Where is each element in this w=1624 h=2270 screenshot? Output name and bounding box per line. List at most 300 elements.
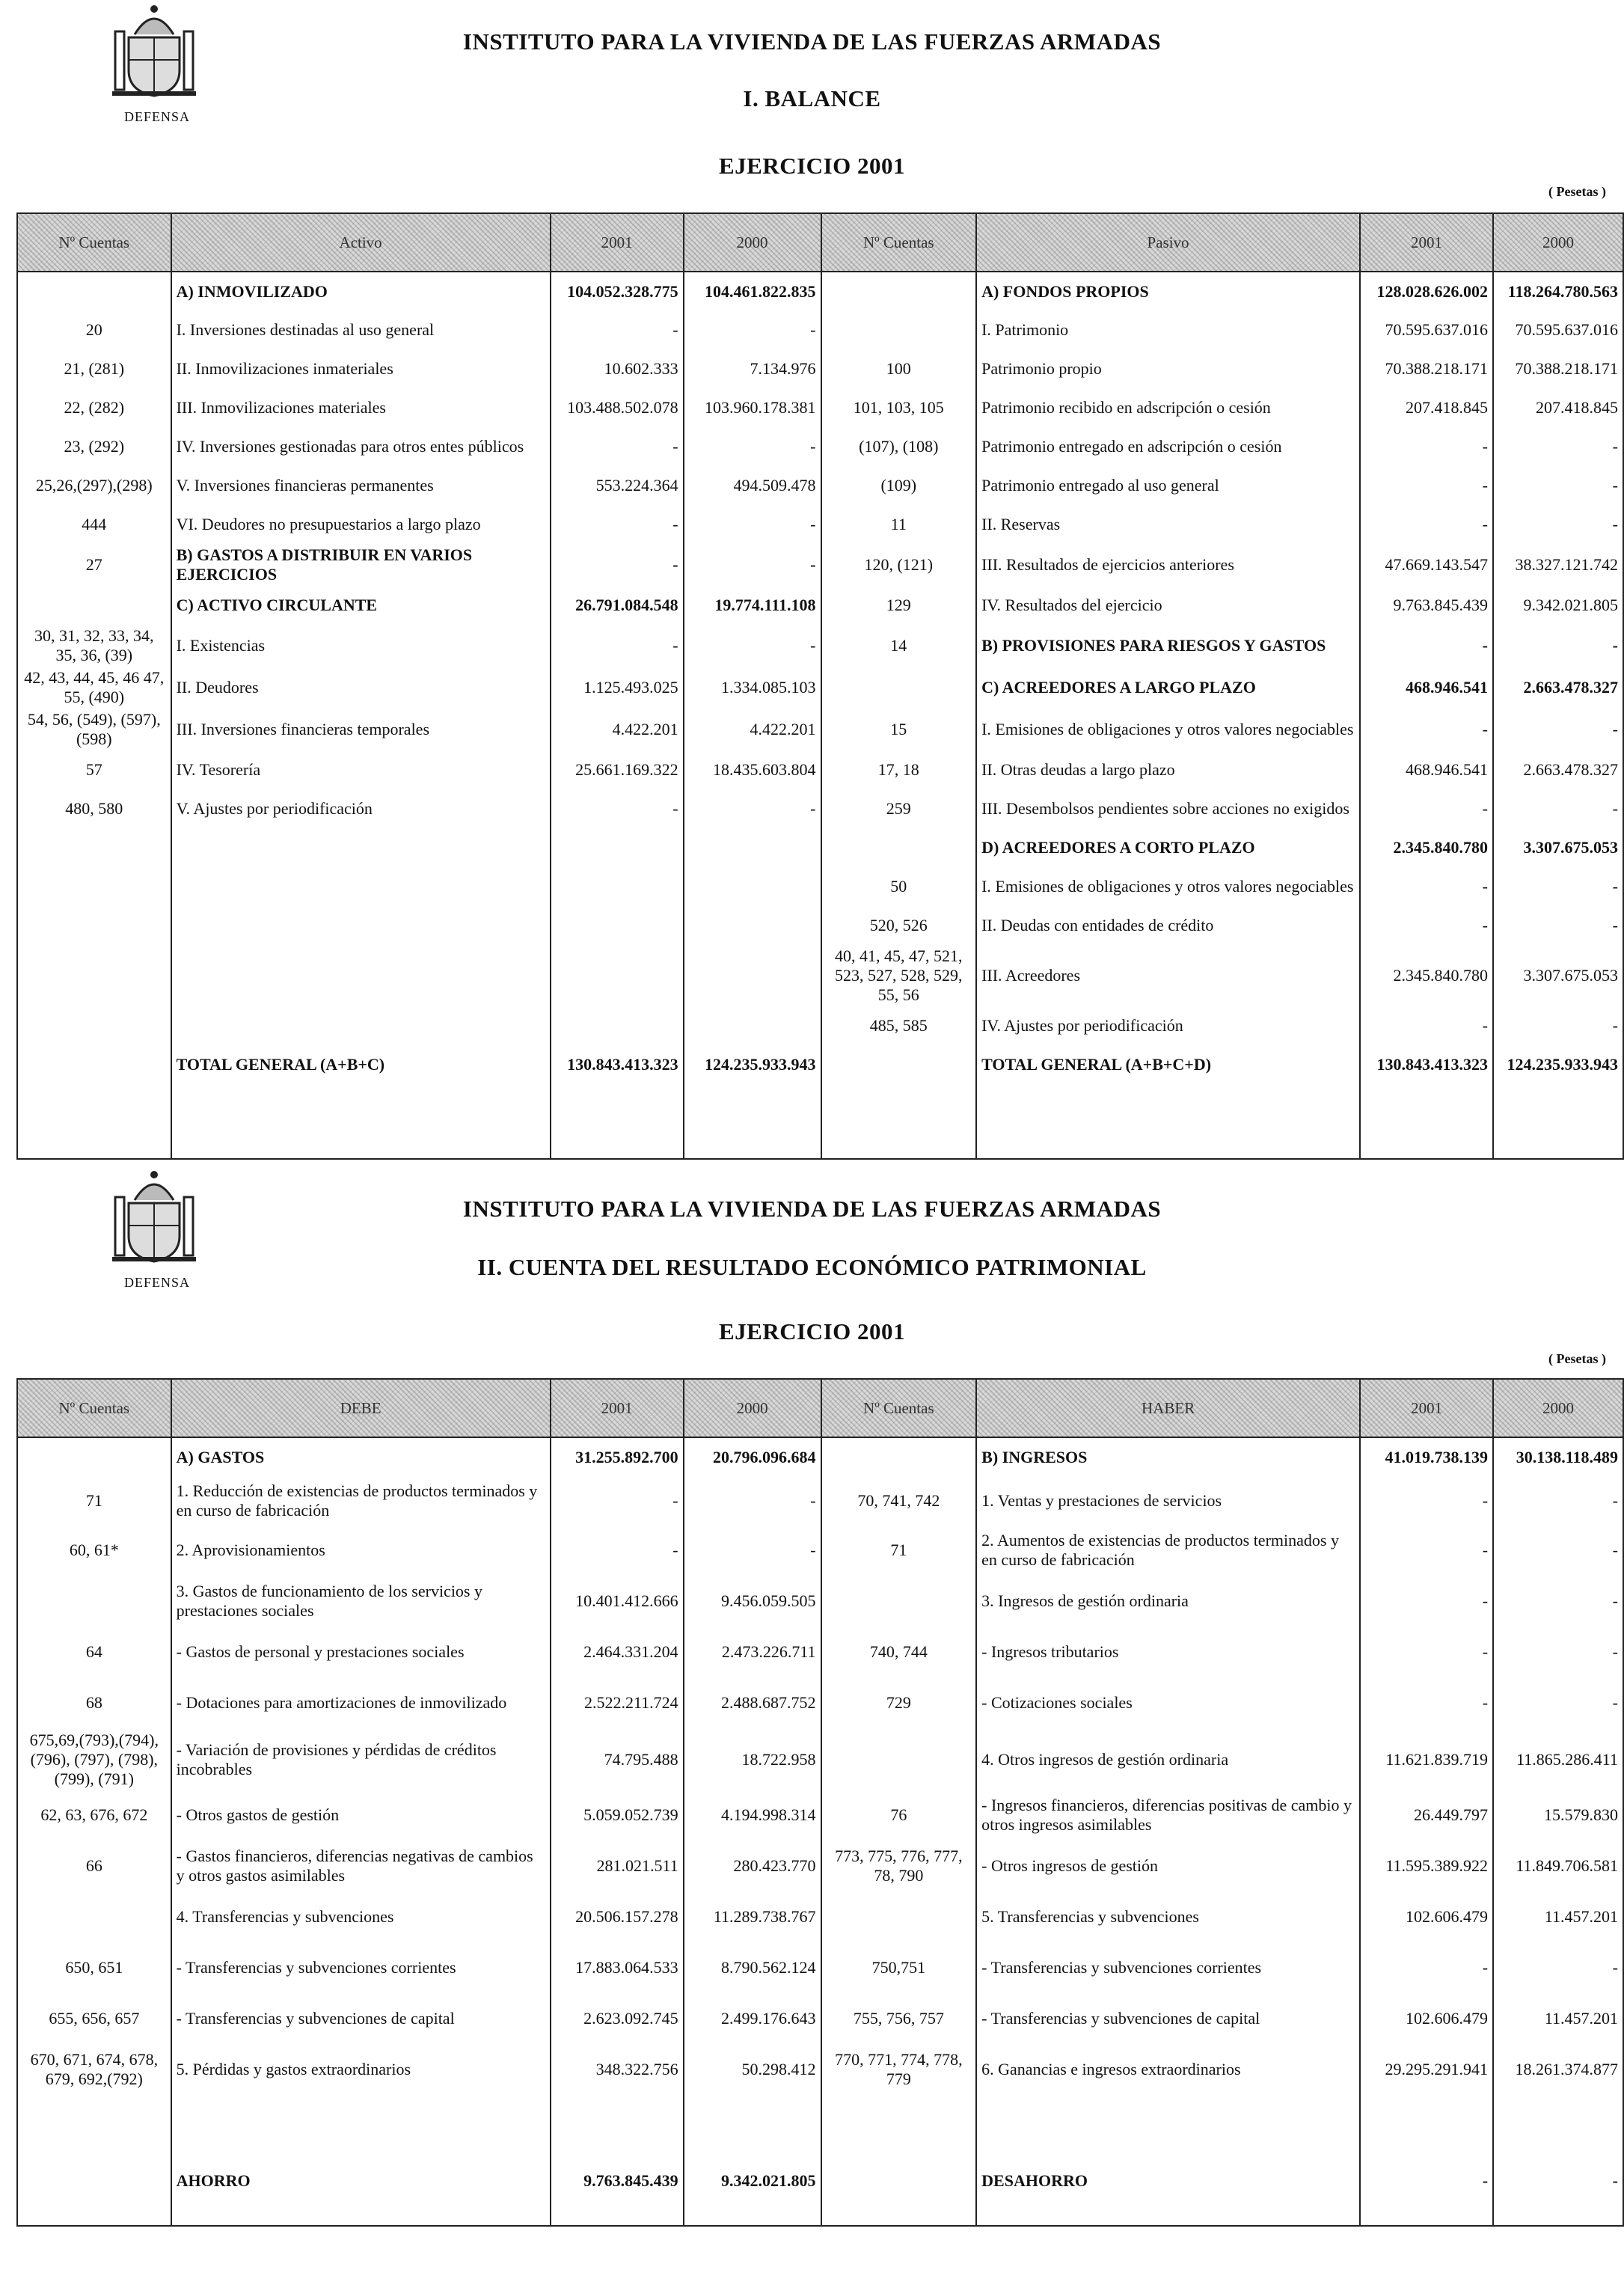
right-year-2001-cell: - <box>1360 906 1493 945</box>
left-year-2001-cell: 2.522.211.724 <box>551 1677 684 1729</box>
column-header: 2001 <box>551 213 684 272</box>
column-header: 2000 <box>1493 1379 1623 1437</box>
right-description-cell: 6. Ganancias e ingresos extraordinarios <box>976 2043 1360 2096</box>
right-year-2000-cell: - <box>1493 505 1623 544</box>
right-accounts-cell: 11 <box>821 505 977 544</box>
right-description-cell: IV. Ajustes por periodificación <box>976 1006 1360 1045</box>
table-row <box>17 388 1623 427</box>
right-accounts-cell: 15 <box>821 709 977 750</box>
left-description-cell: - Dotaciones para amortizaciones de inmovilizado <box>171 1677 551 1729</box>
table-row <box>17 466 1623 505</box>
right-year-2000-cell: - <box>1493 466 1623 505</box>
right-year-2001-cell: - <box>1360 1677 1493 1729</box>
spacer-cell <box>821 2200 977 2226</box>
right-year-2001-cell: 70.595.637.016 <box>1360 310 1493 349</box>
right-accounts-cell: 40, 41, 45, 47, 521, 523, 527, 528, 529, 55, 56 <box>821 945 977 1006</box>
left-description-cell: V. Inversiones financieras permanentes <box>171 466 551 505</box>
right-accounts-cell <box>821 667 977 709</box>
right-year-2000-cell: 30.138.118.489 <box>1493 1437 1623 1476</box>
table-row <box>17 1892 1623 1942</box>
left-year-2000-cell: - <box>684 1526 821 1575</box>
right-year-2001-cell: 41.019.738.139 <box>1360 1437 1493 1476</box>
right-year-2001-cell: 2.345.840.780 <box>1360 828 1493 867</box>
right-year-2000-cell: 18.261.374.877 <box>1493 2043 1623 2096</box>
right-year-2001-cell: 102.606.479 <box>1360 1892 1493 1942</box>
left-year-2001-cell: 553.224.364 <box>551 466 684 505</box>
right-year-2000-cell: - <box>1493 1627 1623 1677</box>
right-year-2001-cell: - <box>1360 427 1493 466</box>
right-description-cell: I. Patrimonio <box>976 310 1360 349</box>
left-accounts-cell <box>17 1892 171 1942</box>
left-accounts-cell <box>17 1575 171 1627</box>
right-description-cell: III. Acreedores <box>976 945 1360 1006</box>
left-year-2001-cell: 25.661.169.322 <box>551 750 684 789</box>
left-accounts-cell: 21, (281) <box>17 349 171 388</box>
left-year-2000-cell: - <box>684 505 821 544</box>
left-accounts-cell <box>17 828 171 867</box>
balance-table <box>16 212 1624 1160</box>
spacer-cell <box>684 2200 821 2226</box>
table-row <box>17 667 1623 709</box>
right-accounts-cell <box>821 828 977 867</box>
left-year-2000-cell: 2.488.687.752 <box>684 1677 821 1729</box>
left-year-2000-cell: 494.509.478 <box>684 466 821 505</box>
right-accounts-cell: 259 <box>821 789 977 828</box>
left-year-2001-cell: - <box>551 1476 684 1526</box>
left-accounts-cell: 30, 31, 32, 33, 34, 35, 36, (39) <box>17 625 171 667</box>
right-description-cell: 4. Otros ingresos de gestión ordinaria <box>976 1729 1360 1790</box>
right-year-2001-cell: - <box>1360 505 1493 544</box>
right-year-2001-cell: 26.449.797 <box>1360 1790 1493 1840</box>
right-accounts-cell: 76 <box>821 1790 977 1840</box>
balance-unit: ( Pesetas ) <box>1548 184 1606 199</box>
left-accounts-cell: 444 <box>17 505 171 544</box>
left-year-2001-cell: 5.059.052.739 <box>551 1790 684 1840</box>
right-year-2001-cell: - <box>1360 1476 1493 1526</box>
left-description-cell: B) GASTOS A DISTRIBUIR EN VARIOS EJERCICIOS <box>171 544 551 586</box>
left-description-cell: III. Inmovilizaciones materiales <box>171 388 551 427</box>
left-year-2001-cell: 2.464.331.204 <box>551 1627 684 1677</box>
right-description-cell: B) PROVISIONES PARA RIESGOS Y GASTOS <box>976 625 1360 667</box>
left-year-2000-cell <box>684 906 821 945</box>
column-header: Pasivo <box>976 213 1360 272</box>
left-year-2001-cell: 74.795.488 <box>551 1729 684 1790</box>
right-description-cell: 2. Aumentos de existencias de productos terminados y en curso de fabricación <box>976 1526 1360 1575</box>
left-description-cell <box>171 1006 551 1045</box>
right-year-2000-cell: 2.663.478.327 <box>1493 667 1623 709</box>
left-accounts-cell <box>17 272 171 310</box>
right-description-cell: - Transferencias y subvenciones corrientes <box>976 1942 1360 1994</box>
column-header: Activo <box>171 213 551 272</box>
results-table <box>16 1378 1624 2227</box>
right-accounts-cell: 755, 756, 757 <box>821 1994 977 2043</box>
left-accounts-cell <box>17 586 171 625</box>
right-accounts-cell <box>821 1575 977 1627</box>
left-description-cell: - Otros gastos de gestión <box>171 1790 551 1840</box>
left-year-2001-cell: - <box>551 544 684 586</box>
spacer-cell <box>171 2200 551 2226</box>
right-accounts-cell: 520, 526 <box>821 906 977 945</box>
table-row <box>17 1627 1623 1677</box>
left-accounts-cell <box>17 2162 171 2200</box>
column-header: Nº Cuentas <box>821 213 977 272</box>
table-row <box>17 1840 1623 1892</box>
left-description-cell: 4. Transferencias y subvenciones <box>171 1892 551 1942</box>
right-accounts-cell: 485, 585 <box>821 1006 977 1045</box>
right-year-2001-cell: - <box>1360 789 1493 828</box>
left-year-2000-cell: 9.456.059.505 <box>684 1575 821 1627</box>
left-year-2001-cell <box>551 1006 684 1045</box>
right-year-2001-cell: - <box>1360 625 1493 667</box>
left-description-cell: AHORRO <box>171 2162 551 2200</box>
right-year-2001-cell: 207.418.845 <box>1360 388 1493 427</box>
right-accounts-cell: 129 <box>821 586 977 625</box>
right-year-2001-cell: 2.345.840.780 <box>1360 945 1493 1006</box>
spacer-cell <box>976 2200 1360 2226</box>
left-year-2001-cell: 130.843.413.323 <box>551 1045 684 1084</box>
right-description-cell: - Otros ingresos de gestión <box>976 1840 1360 1892</box>
left-year-2000-cell: 18.722.958 <box>684 1729 821 1790</box>
right-accounts-cell: 120, (121) <box>821 544 977 586</box>
results-exercise: EJERCICIO 2001 <box>718 1318 905 1344</box>
right-year-2000-cell: 11.457.201 <box>1493 1892 1623 1942</box>
left-description-cell <box>171 945 551 1006</box>
emblem-label: DEFENSA <box>124 109 191 124</box>
right-year-2001-cell: - <box>1360 867 1493 906</box>
table-row <box>17 586 1623 625</box>
table-row <box>17 2096 1623 2162</box>
left-description-cell <box>171 867 551 906</box>
right-description-cell: IV. Resultados del ejercicio <box>976 586 1360 625</box>
left-year-2000-cell: 9.342.021.805 <box>684 2162 821 2200</box>
right-accounts-cell: 740, 744 <box>821 1627 977 1677</box>
left-description-cell: TOTAL GENERAL (A+B+C) <box>171 1045 551 1084</box>
left-year-2001-cell: 104.052.328.775 <box>551 272 684 310</box>
table-row <box>17 709 1623 750</box>
balance-exercise: EJERCICIO 2001 <box>718 153 905 179</box>
right-year-2000-cell: 3.307.675.053 <box>1493 945 1623 1006</box>
right-accounts-cell: 14 <box>821 625 977 667</box>
right-year-2000-cell: - <box>1493 906 1623 945</box>
spacer-cell <box>17 2200 171 2226</box>
left-year-2000-cell <box>684 828 821 867</box>
right-year-2001-cell <box>1360 2096 1493 2162</box>
right-description-cell: 5. Transferencias y subvenciones <box>976 1892 1360 1942</box>
left-accounts-cell <box>17 867 171 906</box>
table-row <box>17 867 1623 906</box>
right-year-2000-cell: - <box>1493 1526 1623 1575</box>
left-accounts-cell: 650, 651 <box>17 1942 171 1994</box>
left-accounts-cell: 20 <box>17 310 171 349</box>
right-year-2000-cell: - <box>1493 867 1623 906</box>
left-year-2001-cell: 17.883.064.533 <box>551 1942 684 1994</box>
right-year-2000-cell: 38.327.121.742 <box>1493 544 1623 586</box>
left-accounts-cell: 22, (282) <box>17 388 171 427</box>
right-year-2000-cell: - <box>1493 1575 1623 1627</box>
left-description-cell: C) ACTIVO CIRCULANTE <box>171 586 551 625</box>
right-description-cell: TOTAL GENERAL (A+B+C+D) <box>976 1045 1360 1084</box>
right-year-2001-cell: 11.595.389.922 <box>1360 1840 1493 1892</box>
spacer-cell <box>1360 1084 1493 1159</box>
table-row <box>17 945 1623 1006</box>
right-year-2000-cell: 3.307.675.053 <box>1493 828 1623 867</box>
right-year-2001-cell: 9.763.845.439 <box>1360 586 1493 625</box>
left-year-2001-cell: 1.125.493.025 <box>551 667 684 709</box>
institution-title: INSTITUTO PARA LA VIVIENDA DE LAS FUERZAS ARMADAS <box>462 1196 1162 1222</box>
balance-header-row <box>17 213 1623 272</box>
left-year-2000-cell: 103.960.178.381 <box>684 388 821 427</box>
left-accounts-cell: 670, 671, 674, 678, 679, 692,(792) <box>17 2043 171 2096</box>
left-description-cell: A) INMOVILIZADO <box>171 272 551 310</box>
right-year-2000-cell: 9.342.021.805 <box>1493 586 1623 625</box>
left-year-2001-cell: 26.791.084.548 <box>551 586 684 625</box>
table-row <box>17 310 1623 349</box>
left-year-2001-cell: - <box>551 625 684 667</box>
left-year-2001-cell: 348.322.756 <box>551 2043 684 2096</box>
column-header: 2001 <box>551 1379 684 1437</box>
right-year-2000-cell: - <box>1493 1006 1623 1045</box>
right-description-cell: DESAHORRO <box>976 2162 1360 2200</box>
right-year-2001-cell: 102.606.479 <box>1360 1994 1493 2043</box>
left-description-cell: - Gastos financieros, diferencias negativas de cambios y otros gastos asimilables <box>171 1840 551 1892</box>
institution-title: INSTITUTO PARA LA VIVIENDA DE LAS FUERZAS ARMADAS <box>462 28 1162 55</box>
right-description-cell: C) ACREEDORES A LARGO PLAZO <box>976 667 1360 709</box>
left-year-2000-cell: - <box>684 1476 821 1526</box>
left-year-2000-cell: 19.774.111.108 <box>684 586 821 625</box>
left-year-2001-cell: 281.021.511 <box>551 1840 684 1892</box>
table-row <box>17 625 1623 667</box>
left-description-cell <box>171 906 551 945</box>
left-accounts-cell: 60, 61* <box>17 1526 171 1575</box>
right-year-2000-cell: 11.457.201 <box>1493 1994 1623 2043</box>
right-accounts-cell <box>821 1729 977 1790</box>
table-row <box>17 1476 1623 1526</box>
table-footer-spacer <box>17 2200 1623 2226</box>
right-description-cell: - Transferencias y subvenciones de capital <box>976 1994 1360 2043</box>
table-row <box>17 272 1623 310</box>
left-description-cell: A) GASTOS <box>171 1437 551 1476</box>
right-description-cell: - Cotizaciones sociales <box>976 1677 1360 1729</box>
left-year-2000-cell: 4.422.201 <box>684 709 821 750</box>
column-header: 2000 <box>1493 213 1623 272</box>
left-year-2001-cell: 31.255.892.700 <box>551 1437 684 1476</box>
left-accounts-cell: 54, 56, (549), (597), (598) <box>17 709 171 750</box>
table-row <box>17 427 1623 466</box>
left-year-2000-cell: 104.461.822.835 <box>684 272 821 310</box>
right-accounts-cell: 100 <box>821 349 977 388</box>
right-description-cell: I. Emisiones de obligaciones y otros valores negociables <box>976 709 1360 750</box>
left-accounts-cell: 42, 43, 44, 45, 46 47, 55, (490) <box>17 667 171 709</box>
right-year-2000-cell: - <box>1493 1942 1623 1994</box>
spacer-cell <box>551 2200 684 2226</box>
right-accounts-cell: 17, 18 <box>821 750 977 789</box>
left-description-cell: II. Inmovilizaciones inmateriales <box>171 349 551 388</box>
right-description-cell: Patrimonio propio <box>976 349 1360 388</box>
right-year-2001-cell: 70.388.218.171 <box>1360 349 1493 388</box>
right-year-2001-cell: 130.843.413.323 <box>1360 1045 1493 1084</box>
spacer-cell <box>1360 2200 1493 2226</box>
right-description-cell: 1. Ventas y prestaciones de servicios <box>976 1476 1360 1526</box>
left-year-2000-cell: 18.435.603.804 <box>684 750 821 789</box>
table-row <box>17 2162 1623 2200</box>
spacer-cell <box>1493 1084 1623 1159</box>
left-accounts-cell <box>17 2096 171 2162</box>
right-description-cell: - Ingresos financieros, diferencias positivas de cambio y otros ingresos asimilables <box>976 1790 1360 1840</box>
right-year-2001-cell: - <box>1360 709 1493 750</box>
left-year-2001-cell: - <box>551 505 684 544</box>
right-year-2000-cell: 11.865.286.411 <box>1493 1729 1623 1790</box>
left-description-cell: IV. Inversiones gestionadas para otros entes públicos <box>171 427 551 466</box>
right-accounts-cell <box>821 1892 977 1942</box>
left-accounts-cell <box>17 945 171 1006</box>
right-year-2001-cell: 29.295.291.941 <box>1360 2043 1493 2096</box>
right-description-cell: D) ACREEDORES A CORTO PLAZO <box>976 828 1360 867</box>
right-year-2001-cell: 468.946.541 <box>1360 667 1493 709</box>
left-year-2001-cell <box>551 906 684 945</box>
left-description-cell: IV. Tesorería <box>171 750 551 789</box>
right-description-cell: II. Deudas con entidades de crédito <box>976 906 1360 945</box>
right-description-cell: Patrimonio entregado al uso general <box>976 466 1360 505</box>
left-year-2001-cell: 103.488.502.078 <box>551 388 684 427</box>
left-year-2000-cell: 50.298.412 <box>684 2043 821 2096</box>
left-description-cell: 1. Reducción de existencias de productos terminados y en curso de fabricación <box>171 1476 551 1526</box>
right-year-2000-cell: - <box>1493 1677 1623 1729</box>
right-year-2000-cell: 11.849.706.581 <box>1493 1840 1623 1892</box>
right-accounts-cell: 750,751 <box>821 1942 977 1994</box>
right-year-2001-cell: - <box>1360 1575 1493 1627</box>
right-accounts-cell: 101, 103, 105 <box>821 388 977 427</box>
left-year-2000-cell: 11.289.738.767 <box>684 1892 821 1942</box>
left-description-cell: 2. Aprovisionamientos <box>171 1526 551 1575</box>
column-header: 2000 <box>684 213 821 272</box>
table-row <box>17 1575 1623 1627</box>
column-header: 2001 <box>1360 213 1493 272</box>
table-footer-spacer <box>17 1084 1623 1159</box>
left-year-2001-cell: 4.422.201 <box>551 709 684 750</box>
spacer-cell <box>171 1084 551 1159</box>
spacer-cell <box>17 1084 171 1159</box>
table-row <box>17 2043 1623 2096</box>
right-description-cell: III. Desembolsos pendientes sobre acciones no exigidos <box>976 789 1360 828</box>
left-year-2000-cell: 124.235.933.943 <box>684 1045 821 1084</box>
left-description-cell: II. Deudores <box>171 667 551 709</box>
left-accounts-cell: 25,26,(297),(298) <box>17 466 171 505</box>
left-accounts-cell: 655, 656, 657 <box>17 1994 171 2043</box>
right-description-cell: Patrimonio entregado en adscripción o cesión <box>976 427 1360 466</box>
column-header: Nº Cuentas <box>17 213 171 272</box>
left-year-2001-cell: - <box>551 310 684 349</box>
balance-title: I. BALANCE <box>743 85 881 111</box>
left-year-2000-cell <box>684 2096 821 2162</box>
table-row <box>17 1942 1623 1994</box>
right-description-cell: II. Reservas <box>976 505 1360 544</box>
left-description-cell: V. Ajustes por periodificación <box>171 789 551 828</box>
right-year-2001-cell: - <box>1360 1006 1493 1045</box>
column-header: 2000 <box>684 1379 821 1437</box>
right-description-cell <box>976 2096 1360 2162</box>
spacer-cell <box>1493 2200 1623 2226</box>
right-year-2001-cell: 468.946.541 <box>1360 750 1493 789</box>
left-accounts-cell: 66 <box>17 1840 171 1892</box>
table-row <box>17 906 1623 945</box>
right-accounts-cell: 70, 741, 742 <box>821 1476 977 1526</box>
right-year-2001-cell: 128.028.626.002 <box>1360 272 1493 310</box>
right-accounts-cell: (107), (108) <box>821 427 977 466</box>
right-accounts-cell <box>821 2096 977 2162</box>
table-row <box>17 789 1623 828</box>
right-description-cell: 3. Ingresos de gestión ordinaria <box>976 1575 1360 1627</box>
table-row <box>17 1526 1623 1575</box>
right-year-2000-cell: 70.595.637.016 <box>1493 310 1623 349</box>
table-row <box>17 1437 1623 1476</box>
right-description-cell: I. Emisiones de obligaciones y otros valores negociables <box>976 867 1360 906</box>
left-year-2001-cell: 9.763.845.439 <box>551 2162 684 2200</box>
left-year-2000-cell: - <box>684 427 821 466</box>
table-row <box>17 1045 1623 1084</box>
table-row <box>17 1006 1623 1045</box>
right-year-2001-cell: 47.669.143.547 <box>1360 544 1493 586</box>
left-year-2000-cell: - <box>684 544 821 586</box>
left-year-2001-cell: 10.602.333 <box>551 349 684 388</box>
table-row <box>17 1677 1623 1729</box>
left-accounts-cell <box>17 1045 171 1084</box>
right-accounts-cell <box>821 1045 977 1084</box>
left-description-cell: VI. Deudores no presupuestarios a largo plazo <box>171 505 551 544</box>
table-row <box>17 544 1623 586</box>
left-year-2000-cell: 8.790.562.124 <box>684 1942 821 1994</box>
left-year-2001-cell <box>551 828 684 867</box>
right-accounts-cell: (109) <box>821 466 977 505</box>
spacer-cell <box>821 1084 977 1159</box>
right-year-2000-cell: 2.663.478.327 <box>1493 750 1623 789</box>
left-description-cell <box>171 2096 551 2162</box>
right-year-2001-cell: 11.621.839.719 <box>1360 1729 1493 1790</box>
right-description-cell: - Ingresos tributarios <box>976 1627 1360 1677</box>
left-description-cell: I. Inversiones destinadas al uso general <box>171 310 551 349</box>
left-accounts-cell: 71 <box>17 1476 171 1526</box>
left-year-2001-cell: 10.401.412.666 <box>551 1575 684 1627</box>
spacer-cell <box>976 1084 1360 1159</box>
right-year-2001-cell: - <box>1360 2162 1493 2200</box>
left-year-2001-cell <box>551 945 684 1006</box>
left-year-2000-cell: 7.134.976 <box>684 349 821 388</box>
table-row <box>17 1994 1623 2043</box>
right-year-2001-cell: - <box>1360 1526 1493 1575</box>
table-row <box>17 828 1623 867</box>
left-year-2001-cell: 2.623.092.745 <box>551 1994 684 2043</box>
left-year-2000-cell: 20.796.096.684 <box>684 1437 821 1476</box>
left-accounts-cell: 62, 63, 676, 672 <box>17 1790 171 1840</box>
results-section <box>0 1152 1624 2270</box>
left-year-2000-cell <box>684 1006 821 1045</box>
left-year-2001-cell <box>551 867 684 906</box>
left-year-2000-cell <box>684 945 821 1006</box>
spacer-cell <box>684 1084 821 1159</box>
right-year-2001-cell: - <box>1360 1942 1493 1994</box>
left-year-2000-cell <box>684 867 821 906</box>
left-year-2000-cell: 4.194.998.314 <box>684 1790 821 1840</box>
column-header: DEBE <box>171 1379 551 1437</box>
left-accounts-cell <box>17 906 171 945</box>
right-accounts-cell: 770, 771, 774, 778, 779 <box>821 2043 977 2096</box>
right-accounts-cell <box>821 310 977 349</box>
right-year-2000-cell: - <box>1493 1476 1623 1526</box>
column-header: Nº Cuentas <box>17 1379 171 1437</box>
left-accounts-cell <box>17 1437 171 1476</box>
left-year-2001-cell: - <box>551 789 684 828</box>
right-description-cell: A) FONDOS PROPIOS <box>976 272 1360 310</box>
table-row <box>17 1790 1623 1840</box>
